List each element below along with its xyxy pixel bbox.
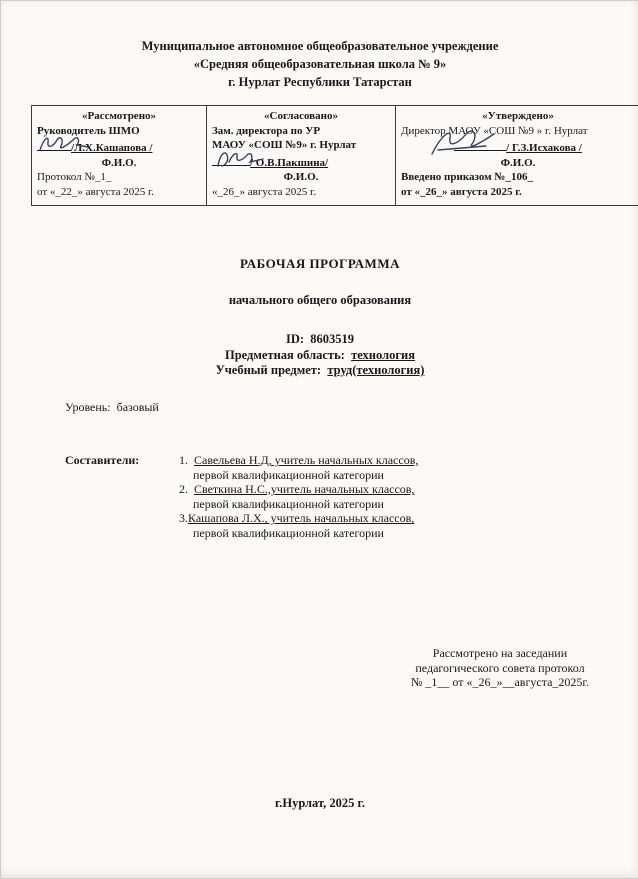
level-label: Уровень:: [65, 400, 111, 414]
program-subtitle: начального общего образования: [1, 293, 638, 308]
subject-area-line: [1, 348, 638, 363]
approved-signature-line: [401, 139, 635, 156]
reviewed-cell: [32, 106, 207, 206]
level-value: базовый: [117, 400, 159, 414]
compiler-category: первой квалификационной категории: [193, 497, 418, 512]
school-header-line2: «Средняя общеобразовательная школа № 9»: [1, 55, 638, 73]
council-note-line1: Рассмотрено на заседании: [411, 646, 589, 661]
subject-area-value: технология: [351, 348, 415, 362]
compiler-number: 2.: [179, 482, 188, 496]
reviewed-signature-name: /Л.Х.Кашапова /: [71, 142, 152, 154]
council-note-line2: педагогического совета протокол: [411, 661, 589, 676]
signature-blank: [454, 139, 506, 151]
reviewed-protocol: Протокол №_1_: [37, 170, 201, 185]
compiler-item: [179, 511, 418, 526]
reviewed-signature-line: [37, 139, 201, 156]
approved-title: «Утверждено»: [401, 109, 635, 124]
reviewed-fio-label: Ф.И.О.: [37, 156, 201, 171]
program-id-value: 8603519: [310, 332, 354, 346]
approved-order: Введено приказом №_106_: [401, 170, 635, 185]
school-header: [1, 37, 638, 91]
subject-area-label: Предметная область:: [225, 348, 345, 362]
program-id-line: [1, 332, 638, 347]
school-header-line1: Муниципальное автономное общеобразовательное учреждение: [1, 37, 638, 55]
council-note: [411, 646, 589, 690]
agreed-fio-label: Ф.И.О.: [212, 170, 390, 185]
approved-role: Директор МАОУ «СОШ №9 » г. Нурлат: [401, 124, 635, 139]
compiler-number: 3.: [179, 511, 188, 525]
program-id-label: ID:: [286, 332, 304, 346]
compilers-list: [179, 453, 418, 541]
approved-cell: [396, 106, 638, 206]
compiler-name: Савельева Н.Д, учитель начальных классов,: [194, 453, 418, 467]
signature-blank: [37, 139, 71, 151]
agreed-cell: [207, 106, 396, 206]
approval-row: [32, 106, 638, 206]
compiler-category: первой квалификационной категории: [193, 526, 418, 541]
approval-table: [31, 105, 638, 206]
city-year-line: г.Нурлат, 2025 г.: [1, 796, 638, 811]
agreed-title: «Согласовано»: [212, 109, 390, 124]
subject-value: труд(технология): [327, 363, 424, 377]
council-note-line3: № _1__ от «_26_»__августа_2025г.: [411, 675, 589, 690]
compilers-block: [65, 453, 418, 541]
agreed-role: Зам. директора по УР: [212, 124, 390, 139]
approved-fio-label: Ф.И.О.: [401, 156, 635, 171]
school-header-line3: г. Нурлат Республики Татарстан: [1, 73, 638, 91]
compilers-label: Составители:: [65, 453, 157, 541]
compiler-name: Светкина Н.С.,учитель начальных классов,: [194, 482, 414, 496]
compiler-category: первой квалификационной категории: [193, 468, 418, 483]
reviewed-role: Руководитель ШМО: [37, 124, 201, 139]
program-title: РАБОЧАЯ ПРОГРАММА: [1, 256, 638, 272]
compiler-name: Кашапова Л.Х., учитель начальных классов,: [188, 511, 414, 525]
approved-signature-name: / Г.З.Исхакова /: [506, 142, 582, 154]
level-line: [65, 400, 159, 415]
compiler-number: 1.: [179, 453, 188, 467]
reviewed-title: «Рассмотрено»: [37, 109, 201, 124]
signature-blank: [212, 154, 250, 166]
agreed-signature-line: [212, 154, 390, 171]
subject-line: [1, 363, 638, 378]
approved-date: от «_26_» августа 2025 г.: [401, 185, 635, 200]
subject-label: Учебный предмет:: [216, 363, 322, 377]
compiler-item: [179, 482, 418, 497]
agreed-date: «_26_» августа 2025 г.: [212, 185, 390, 200]
compiler-item: [179, 453, 418, 468]
agreed-signature-name: / О.В.Пакшина/: [250, 157, 328, 169]
reviewed-date: от «_22_» августа 2025 г.: [37, 185, 201, 200]
agreed-org: МАОУ «СОШ №9» г. Нурлат: [212, 138, 390, 153]
